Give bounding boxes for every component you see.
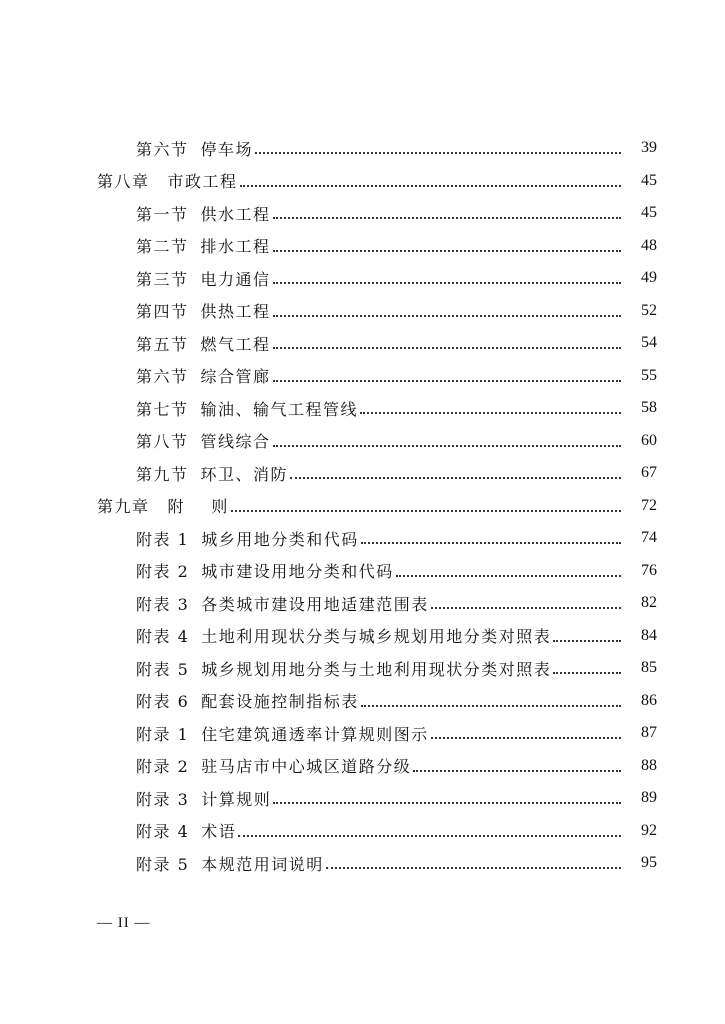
dot-leader: [360, 412, 621, 414]
dot-leader: [273, 802, 621, 804]
toc-entry-page-number: 54: [641, 334, 657, 352]
dot-leader: [431, 737, 621, 739]
toc-entry-page-number: 60: [641, 431, 657, 449]
dot-leader: [273, 217, 621, 219]
toc-entry-title: 城市建设用地分类和代码: [201, 562, 394, 582]
toc-entry-page-number: 92: [641, 821, 657, 839]
toc-entry-label: 附表 6: [136, 692, 190, 712]
toc-entry-label: 附表 2: [136, 562, 190, 582]
toc-entry-title: 驻马店市中心城区道路分级: [201, 757, 412, 777]
dot-leader: [273, 282, 621, 284]
toc-entry-title: 土地利用现状分类与城乡规划用地分类对照表: [201, 627, 552, 647]
toc-entry-page-number: 82: [641, 594, 657, 612]
dot-leader: [326, 867, 621, 869]
toc-entry-label: 第三节: [136, 269, 189, 289]
toc-entry-title: 停车场: [200, 139, 254, 159]
toc-entry-label: 附表 1: [136, 529, 190, 549]
toc-entry-title: 本规范用词说明: [201, 854, 324, 874]
toc-entry-title: 综合管廊: [200, 367, 271, 387]
toc-entry-title: 配套设施控制指标表: [201, 692, 359, 712]
toc-entry-page-number: 95: [641, 854, 657, 872]
toc-entry-page-number: 45: [641, 171, 657, 189]
dot-leader: [238, 835, 621, 837]
toc-entry-page-number: 85: [641, 659, 657, 677]
toc-entry-label: 第七节: [136, 399, 189, 419]
toc-entry-page-number: 76: [641, 561, 657, 579]
toc-entry-title: 供水工程: [200, 204, 271, 224]
toc-section-entry[interactable]: [0, 327, 725, 360]
toc-entry-page-number: 87: [641, 724, 657, 742]
toc-entry-title: 排水工程: [200, 237, 271, 257]
toc-section-entry[interactable]: [0, 717, 725, 750]
toc-entry-page-number: 45: [641, 204, 657, 222]
toc-entry-label: 第八节: [136, 432, 189, 452]
toc-entry-page-number: 39: [641, 139, 657, 157]
toc-entry-title: 住宅建筑通透率计算规则图示: [201, 724, 429, 744]
toc-entry-page-number: 58: [641, 399, 657, 417]
dot-leader: [361, 542, 621, 544]
toc-entry-title: 管线综合: [200, 432, 271, 452]
toc-section-entry[interactable]: [0, 555, 725, 588]
toc-chapter-entry[interactable]: [0, 490, 725, 523]
toc-entry-label: 附表 5: [136, 659, 190, 679]
toc-entry-page-number: 86: [641, 691, 657, 709]
toc-entry-title: 电力通信: [200, 269, 271, 289]
toc-entry-label: 第一节: [136, 204, 189, 224]
toc-section-entry[interactable]: [0, 620, 725, 653]
toc-entry-title: 市政工程: [167, 172, 238, 192]
toc-entry-label: 附表 4: [136, 627, 190, 647]
toc-section-entry[interactable]: [0, 132, 725, 165]
toc-entry-page-number: 52: [641, 301, 657, 319]
dot-leader: [273, 347, 621, 349]
toc-section-entry[interactable]: [0, 425, 725, 458]
toc-section-entry[interactable]: [0, 197, 725, 230]
dot-leader: [553, 640, 621, 642]
toc-entry-label: 附录 4: [136, 822, 190, 842]
table-of-contents: [0, 132, 725, 880]
dot-leader: [553, 672, 621, 674]
dot-leader: [273, 445, 621, 447]
dot-leader: [240, 185, 621, 187]
toc-entry-label: 第六节: [136, 367, 189, 387]
toc-section-entry[interactable]: [0, 262, 725, 295]
toc-entry-page-number: 89: [641, 789, 657, 807]
toc-entry-title: 计算规则: [201, 789, 272, 809]
dot-leader: [431, 607, 621, 609]
dot-leader: [290, 477, 621, 479]
dot-leader: [255, 152, 621, 154]
toc-section-entry[interactable]: [0, 360, 725, 393]
toc-section-entry[interactable]: [0, 457, 725, 490]
page-number-footer: — II —: [97, 915, 151, 931]
dot-leader: [273, 380, 621, 382]
toc-entry-page-number: 49: [641, 269, 657, 287]
toc-entry-title: 各类城市建设用地适建范围表: [201, 594, 429, 614]
dot-leader: [413, 770, 621, 772]
toc-entry-label: 第九章: [97, 497, 150, 517]
toc-entry-label: 第六节: [136, 139, 189, 159]
toc-section-entry[interactable]: [0, 750, 725, 783]
toc-entry-page-number: 55: [641, 366, 657, 384]
toc-entry-page-number: 88: [641, 756, 657, 774]
toc-entry-label: 附录 3: [136, 789, 190, 809]
toc-section-entry[interactable]: [0, 230, 725, 263]
toc-entry-label: 第五节: [136, 334, 189, 354]
toc-section-entry[interactable]: [0, 587, 725, 620]
toc-entry-label: 附录 5: [136, 854, 190, 874]
toc-section-entry[interactable]: [0, 685, 725, 718]
toc-entry-label: 附录 1: [136, 724, 190, 744]
toc-entry-title: 附 则: [167, 497, 229, 517]
toc-entry-title: 城乡规划用地分类与土地利用现状分类对照表: [201, 659, 552, 679]
toc-entry-title: 供热工程: [200, 302, 271, 322]
toc-section-entry[interactable]: [0, 815, 725, 848]
toc-entry-label: 第九节: [136, 464, 189, 484]
toc-section-entry[interactable]: [0, 295, 725, 328]
toc-chapter-entry[interactable]: [0, 165, 725, 198]
dot-leader: [273, 315, 621, 317]
toc-entry-page-number: 74: [641, 529, 657, 547]
toc-entry-label: 附录 2: [136, 757, 190, 777]
toc-entry-label: 第四节: [136, 302, 189, 322]
toc-section-entry[interactable]: [0, 652, 725, 685]
toc-section-entry[interactable]: [0, 847, 725, 880]
toc-entry-label: 第八章: [97, 172, 150, 192]
toc-entry-label: 第二节: [136, 237, 189, 257]
dot-leader: [361, 705, 621, 707]
toc-entry-page-number: 67: [641, 464, 657, 482]
dot-leader: [231, 510, 621, 512]
toc-entry-title: 燃气工程: [200, 334, 271, 354]
toc-section-entry[interactable]: [0, 522, 725, 555]
toc-entry-page-number: 84: [641, 626, 657, 644]
toc-entry-title: 城乡用地分类和代码: [201, 529, 359, 549]
dot-leader: [396, 575, 621, 577]
toc-entry-title: 术语: [201, 822, 237, 842]
toc-entry-title: 输油、输气工程管线: [200, 399, 359, 419]
toc-section-entry[interactable]: [0, 392, 725, 425]
toc-entry-page-number: 72: [641, 496, 657, 514]
dot-leader: [273, 250, 621, 252]
toc-entry-page-number: 48: [641, 236, 657, 254]
toc-entry-title: 环卫、消防: [200, 464, 289, 484]
toc-entry-label: 附表 3: [136, 594, 190, 614]
toc-section-entry[interactable]: [0, 782, 725, 815]
